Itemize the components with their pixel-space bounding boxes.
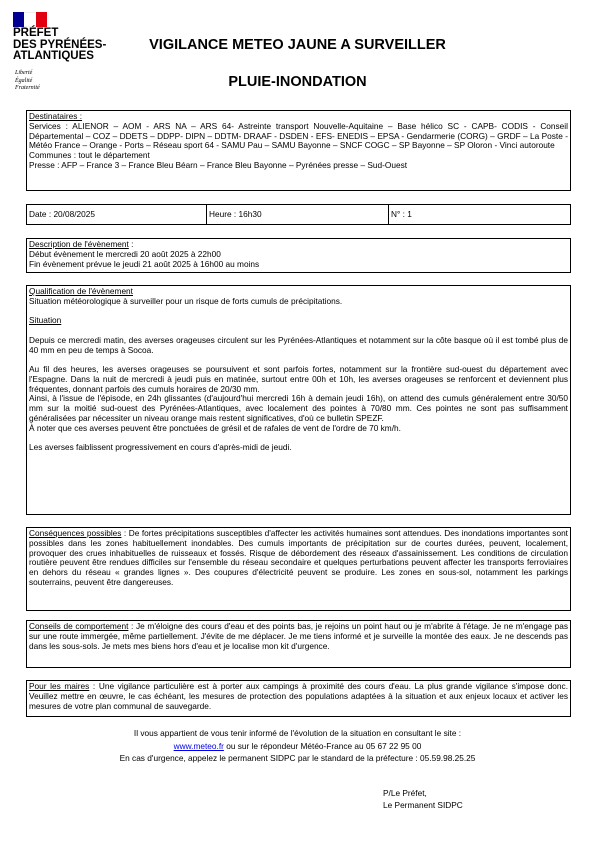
page-title: VIGILANCE METEO JAUNE A SURVEILLER (149, 37, 446, 53)
qualification-text: Situation météorologique à surveiller pour un risque de forts cumuls de précipitations. (29, 295, 343, 306)
heure-value: Heure : 16h30 (209, 208, 262, 219)
consequences-text: : De fortes précipitations susceptibles d'affecter les activités humaines sont attendues. Des inondations importantes sont possibles dans les zones habituellement inondables. Des cumuls importants de précipitation sur de courtes durées, peuvent, localement, provoquer des crues inhabituelles de ruisseaux et fossés. Risque de débordement des réseaux d'assainissement. Les conditions de circulation routière peuvent être rendues difficiles sur l'ensemble du réseau secondaire et quelques perturbations peuvent affecter les transports ferroviaires en dehors du réseau « grandes lignes ». Des coupures d'électricité peuvent se produire. Les zones en sous-sol, notamment les parkings souterrains, peuvent être dangereuses. (29, 528, 568, 587)
situation-paragraph: À noter que ces averses peuvent être ponctuées de grésil et de rafales de vent de l'ordre de 70 km/h. (29, 422, 401, 433)
destinataires-box (26, 110, 571, 191)
page-subtitle: PLUIE-INONDATION (228, 74, 367, 90)
footer-line-1: Il vous appartient de vous tenir informé de l'évolution de la situation en consultant le site : (133, 728, 462, 738)
conseils-heading: Conseils de comportement (29, 621, 129, 631)
flag-red-band (36, 12, 47, 27)
situation-paragraph: Au fil des heures, les averses orageuses se poursuivent et sont parfois fortes, notamment sur la frontière sud-ouest du département avec l'Espagne. Dans la nuit de mercredi à jeudi puis en matinée, surtout entre 00h et 10h, les averses orageuses se renforcent et deviennent plus fréquentes, donnant parfois des cumuls horaires de 20/30 mm. (29, 364, 568, 394)
qualification-box (26, 285, 571, 515)
republic-flag-logo (13, 12, 47, 27)
situation-paragraph: Depuis ce mercredi matin, des averses orageuses circulent sur les Pyrénées-Atlantiques et notamment sur la côte basque où il est tombé plus de 40 mm en peu de temps à Socoa. (29, 334, 568, 355)
date-value: Date : 20/08/2025 (29, 208, 95, 219)
signature-line-1: P/Le Préfet, (383, 788, 427, 798)
destinataires-services: Services : ALIENOR – AOM - ARS NA – ARS 64- Astreinte transport Nouvelle-Aquitaine – Base hélico SC - CAPB- CODIS - Conseil Départemental – COZ – DDETS – DDPP- DIPN – DDTM- DRAAF - DSDEN - EFS- ENEDIS – EPSA - Gendarmerie (CORG) – GRDF – La Poste - Météo France – Orange - Ports – Réseau sport 64 - SAMU Pau – SAMU Bayonne – SNCF COGC – SP Bayonne – SP Oloron - Vinci autoroute (29, 120, 568, 151)
logo-line: PRÉFET (13, 27, 59, 39)
flag-white-band (24, 12, 35, 27)
description-debut: Début évènement le mercredi 20 août 2025 à 22h00 (29, 248, 221, 259)
prefet-logo-text (13, 28, 106, 63)
destinataires-presse: Presse : AFP – France 3 – France Bleu Béarn – France Bleu Bayonne – Pyrénées presse – Sud-Ouest (29, 159, 408, 170)
motto-line: Fraternité (15, 85, 40, 91)
consequences-heading: Conséquences possibles (29, 528, 122, 538)
motto-line: Égalité (15, 77, 33, 84)
signature-block (383, 787, 463, 811)
description-fin: Fin évènement prévue le jeudi 21 août 2025 à 16h00 au moins (29, 258, 260, 269)
maires-box (26, 680, 571, 717)
maires-text: : Une vigilance particulière est à porter aux campings à proximité des cours d'eau. La plus grande vigilance s'impose donc. Veuillez mettre en œuvre, le cas échéant, les mesures de protection des populations adaptées à la situation et aux enjeux locaux et activer les mesures de votre plan communal de sauvegarde. (29, 681, 568, 711)
situation-heading: Situation (29, 315, 62, 326)
meteo-link[interactable]: www.meteo.fr (173, 740, 224, 751)
footer-line-3: En cas d'urgence, appelez le permanent SIDPC par le standard de la préfecture : 05.59.98.25.25 (119, 753, 476, 763)
description-heading-suffix: : (128, 239, 134, 249)
signature-line-2: Le Permanent SIDPC (383, 800, 463, 810)
maires-heading: Pour les maires (29, 681, 90, 691)
republic-motto (15, 70, 40, 93)
numero-cell (389, 205, 570, 224)
description-heading: Description de l'évènement (29, 239, 129, 249)
footer-line-2 (30, 740, 565, 753)
conseils-box (26, 620, 571, 668)
logo-line: DES PYRÉNÉES- (13, 38, 107, 51)
qualification-heading: Qualification de l'évènement (29, 286, 133, 296)
motto-line: Liberté (15, 70, 33, 76)
logo-line: ATLANTIQUES (13, 50, 94, 62)
conseils-text: : Je m'éloigne des cours d'eau et des points bas, je rejoins un point haut ou je m'abrite à l'étage. Je ne m'engage pas sur une route immergée, même partiellement. J'évite de me déplacer. Je me tiens informé et je surveille la montée des eaux. Je ne descends pas dans les sous-sols. Je mets mes biens hors d'eau et je localise mon kit d'urgence. (29, 621, 568, 651)
consequences-box (26, 527, 571, 611)
situation-paragraph: Les averses faiblissent progressivement en cours d'après-midi de jeudi. (29, 442, 292, 452)
heure-cell (207, 205, 389, 224)
footer-line-2-text: ou sur le répondeur Météo-France au 05 67 22 95 00 (223, 740, 422, 751)
numero-value: N° : 1 (391, 208, 412, 219)
footer-info (30, 727, 565, 765)
date-cell (27, 205, 207, 224)
info-row (26, 204, 571, 225)
situation-paragraph: Ainsi, à l'issue de l'épisode, en 24h glissantes (d'aujourd'hui mercredi 16h à demain jeudi 16h), on attend des cumuls généralement entre 30/50 mm sur la moitié sud-ouest des Pyrénées-Atlantiques, avec localement des pointes à 70/80 mm. Ces pointes ne sont pas suffisamment généralisées par nécessiter un niveau orange mais restent significatives, d'où ce bulletin SPEZF. (29, 393, 568, 423)
destinataires-communes: Communes : tout le département (29, 150, 150, 160)
description-box (26, 238, 571, 273)
destinataires-heading: Destinataires : (29, 111, 83, 121)
flag-blue-band (13, 12, 24, 27)
